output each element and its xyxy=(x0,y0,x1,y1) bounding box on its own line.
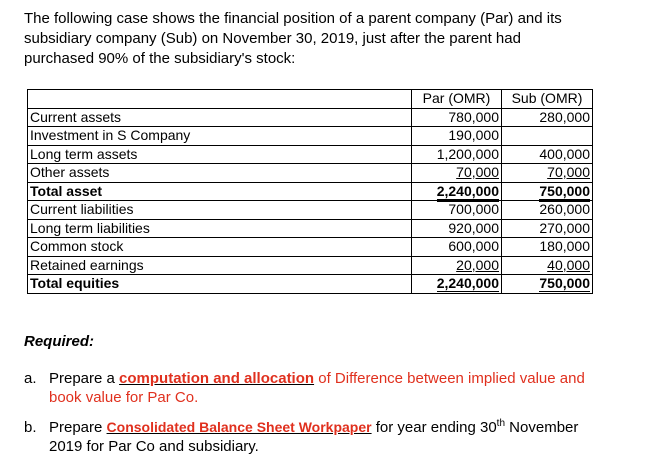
row-label: Investment in S Company xyxy=(28,127,412,146)
intro-line-2: subsidiary company (Sub) on November 30, 2019, just after the parent had xyxy=(24,30,521,47)
intro-paragraph xyxy=(24,9,624,69)
requirement-a-line2: book value for Par Co. xyxy=(49,389,199,406)
par-value: 700,000 xyxy=(412,201,502,220)
required-heading: Required: xyxy=(24,333,95,350)
sub-value: 750,000 xyxy=(502,275,593,294)
row-label: Total asset xyxy=(28,182,412,201)
header-par: Par (OMR) xyxy=(412,90,502,109)
requirement-b xyxy=(24,418,649,456)
par-value: 70,000 xyxy=(412,164,502,183)
row-label: Common stock xyxy=(28,238,412,257)
table-row xyxy=(28,164,593,183)
requirement-a-text: Prepare a computation and allocation of Difference between implied value and book value for Par Co. xyxy=(49,370,585,406)
sub-value: 180,000 xyxy=(502,238,593,257)
sub-value xyxy=(502,127,593,146)
requirement-a xyxy=(24,369,649,407)
sub-value: 400,000 xyxy=(502,145,593,164)
par-value: 20,000 xyxy=(412,256,502,275)
par-value: 1,200,000 xyxy=(412,145,502,164)
table-row xyxy=(28,127,593,146)
intro-line-3: purchased 90% of the subsidiary's stock: xyxy=(24,50,296,67)
table-row-total xyxy=(28,182,593,201)
sub-value: 260,000 xyxy=(502,201,593,220)
sub-value: 70,000 xyxy=(502,164,593,183)
par-value: 2,240,000 xyxy=(412,182,502,201)
par-value: 600,000 xyxy=(412,238,502,257)
sub-value: 40,000 xyxy=(502,256,593,275)
requirement-b-marker: b. xyxy=(24,419,37,436)
table-row xyxy=(28,145,593,164)
row-label: Current assets xyxy=(28,108,412,127)
par-value: 920,000 xyxy=(412,219,502,238)
row-label: Long term assets xyxy=(28,145,412,164)
row-label: Other assets xyxy=(28,164,412,183)
table-row xyxy=(28,238,593,257)
sub-value: 270,000 xyxy=(502,219,593,238)
requirement-b-highlight: Consolidated Balance Sheet Workpaper xyxy=(106,419,372,435)
table-header-row xyxy=(28,90,593,109)
requirement-a-marker: a. xyxy=(24,370,37,387)
par-value: 780,000 xyxy=(412,108,502,127)
row-label: Retained earnings xyxy=(28,256,412,275)
sub-value: 280,000 xyxy=(502,108,593,127)
table-row xyxy=(28,219,593,238)
row-label: Total equities xyxy=(28,275,412,294)
row-label: Current liabilities xyxy=(28,201,412,220)
sub-value: 750,000 xyxy=(502,182,593,201)
row-label: Long term liabilities xyxy=(28,219,412,238)
requirement-a-highlight: computation and allocation xyxy=(119,370,315,387)
financial-position-table xyxy=(27,89,593,294)
requirement-b-text: Prepare Consolidated Balance Sheet Workpaper for year ending 30th November 2019 for Par Co and subsidiary. xyxy=(49,418,579,455)
table-row-total xyxy=(28,275,593,294)
table-row xyxy=(28,108,593,127)
header-sub: Sub (OMR) xyxy=(502,90,593,109)
table-row xyxy=(28,256,593,275)
requirement-b-line2: 2019 for Par Co and subsidiary. xyxy=(49,438,259,455)
par-value: 2,240,000 xyxy=(412,275,502,294)
par-value: 190,000 xyxy=(412,127,502,146)
header-label-cell xyxy=(28,90,412,109)
intro-line-1: The following case shows the financial position of a parent company (Par) and its xyxy=(24,10,562,27)
table-row xyxy=(28,201,593,220)
